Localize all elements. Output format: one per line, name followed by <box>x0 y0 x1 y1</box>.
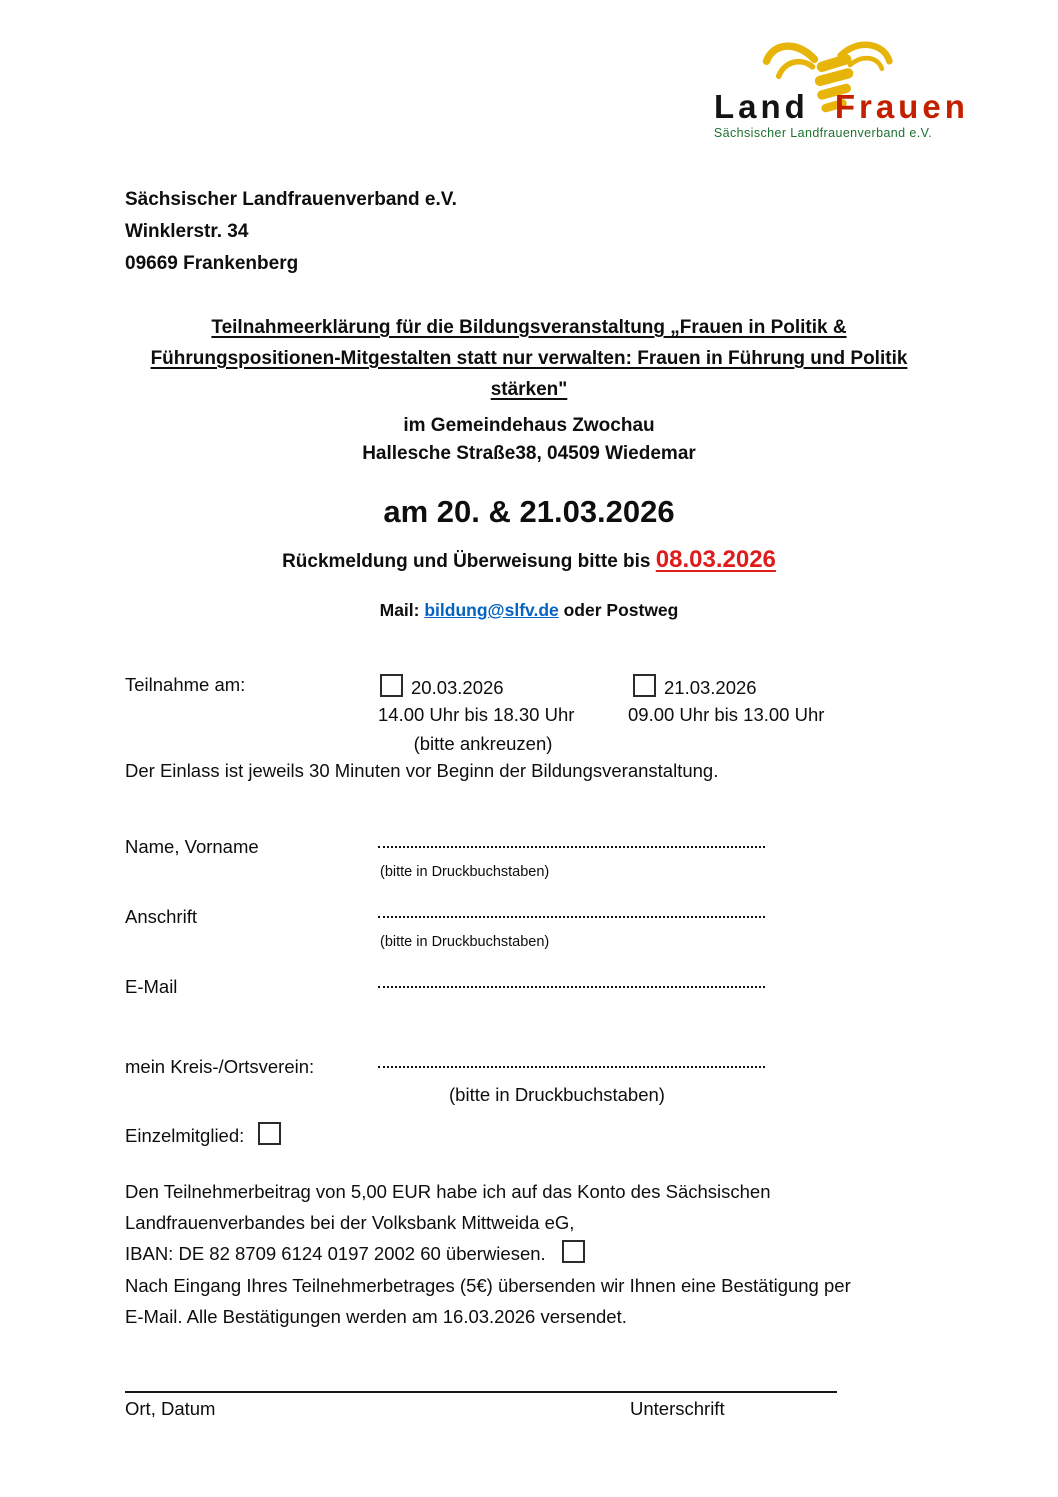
field-label-club: mein Kreis-/Ortsverein: <box>125 1056 315 1077</box>
logo-text-frauen: Frauen <box>834 88 969 125</box>
document-title <box>64 312 994 405</box>
email-fill-line <box>378 966 765 988</box>
address-fill-line <box>378 896 765 918</box>
contact-suffix: oder Postweg <box>558 600 679 620</box>
venue-name: im Gemeindehaus Zwochau <box>403 415 655 436</box>
confirmation-paragraph <box>125 1270 851 1332</box>
sender-city: 09669 Frankenberg <box>125 253 299 274</box>
email-link[interactable]: bildung@slfv.de <box>424 600 559 620</box>
contact-line <box>0 600 1058 621</box>
sender-name: Sächsischer Landfrauenverband e.V. <box>125 189 457 210</box>
venue-block <box>0 412 1058 468</box>
participation-section <box>125 674 935 784</box>
participation-option-2 <box>633 674 757 699</box>
signature-label: Unterschrift <box>630 1398 725 1419</box>
field-label-address: Anschrift <box>125 906 197 927</box>
signature-place-date-label: Ort, Datum <box>125 1398 216 1419</box>
participation-hint: (bitte ankreuzen) <box>413 733 553 754</box>
sender-street: Winklerstr. 34 <box>125 221 249 242</box>
title-line-2: Führungspositionen-Mitgestalten statt nur verwalten: Frauen in Führung und Politik <box>150 348 908 369</box>
field-hint-club: (bitte in Druckbuchstaben) <box>449 1084 665 1105</box>
contact-prefix: Mail: <box>379 600 425 620</box>
field-label-email: E-Mail <box>125 976 178 997</box>
landfrauen-logo <box>698 40 969 146</box>
admission-note: Der Einlass ist jeweils 30 Minuten vor Beginn der Bildungsveranstaltung. <box>125 760 719 781</box>
deadline-line <box>0 546 1058 574</box>
checkbox-date-2[interactable] <box>633 674 656 697</box>
confirmation-line-1: Nach Eingang Ihres Teilnehmerbetrages (5€) übersenden wir Ihnen eine Bestätigung per <box>125 1275 851 1296</box>
deadline-date: 08.03.2026 <box>655 546 776 573</box>
name-fill-line <box>378 826 765 848</box>
option-1-time: 14.00 Uhr bis 18.30 Uhr <box>378 704 575 725</box>
logo-wordmark <box>714 88 969 126</box>
option-2-time: 09.00 Uhr bis 13.00 Uhr <box>628 704 825 725</box>
payment-paragraph <box>125 1176 771 1269</box>
option-2-date: 21.03.2026 <box>664 677 757 698</box>
field-hint-name: (bitte in Druckbuchstaben) <box>380 864 550 880</box>
logo-text-land: Land <box>714 88 809 125</box>
title-line-3: stärken" <box>490 379 568 400</box>
confirmation-line-2: E-Mail. Alle Bestätigungen werden am 16.03.2026 versendet. <box>125 1306 627 1327</box>
single-member-row <box>125 1122 289 1147</box>
participation-label: Teilnahme am: <box>125 674 246 695</box>
participation-option-1 <box>380 674 504 699</box>
payment-iban-text: IBAN: DE 82 8709 6124 0197 2002 60 überwiesen. <box>125 1243 546 1264</box>
signature-line <box>125 1370 837 1393</box>
single-member-label: Einzelmitglied: <box>125 1125 245 1146</box>
checkbox-payment-done[interactable] <box>562 1240 585 1263</box>
payment-line-2: Landfrauenverbandes bei der Volksbank Mittweida eG, <box>125 1212 575 1233</box>
checkbox-single-member[interactable] <box>258 1122 281 1145</box>
payment-line-1: Den Teilnehmerbeitrag von 5,00 EUR habe ich auf das Konto des Sächsischen <box>125 1181 771 1202</box>
checkbox-date-1[interactable] <box>380 674 403 697</box>
sender-address <box>125 184 457 280</box>
event-date-heading: am 20. & 21.03.2026 <box>383 494 675 529</box>
logo-subtitle: Sächsischer Landfrauenverband e.V. <box>713 126 933 140</box>
field-hint-address: (bitte in Druckbuchstaben) <box>380 934 550 950</box>
option-1-date: 20.03.2026 <box>411 677 504 698</box>
venue-address: Hallesche Straße38, 04509 Wiedemar <box>362 443 696 464</box>
deadline-prefix: Rückmeldung und Überweisung bitte bis <box>282 551 656 572</box>
field-label-name: Name, Vorname <box>125 836 259 857</box>
title-line-1: Teilnahmeerklärung für die Bildungsveranstaltung „Frauen in Politik & <box>211 317 847 338</box>
payment-line-3 <box>125 1238 771 1269</box>
club-fill-line <box>378 1046 765 1068</box>
